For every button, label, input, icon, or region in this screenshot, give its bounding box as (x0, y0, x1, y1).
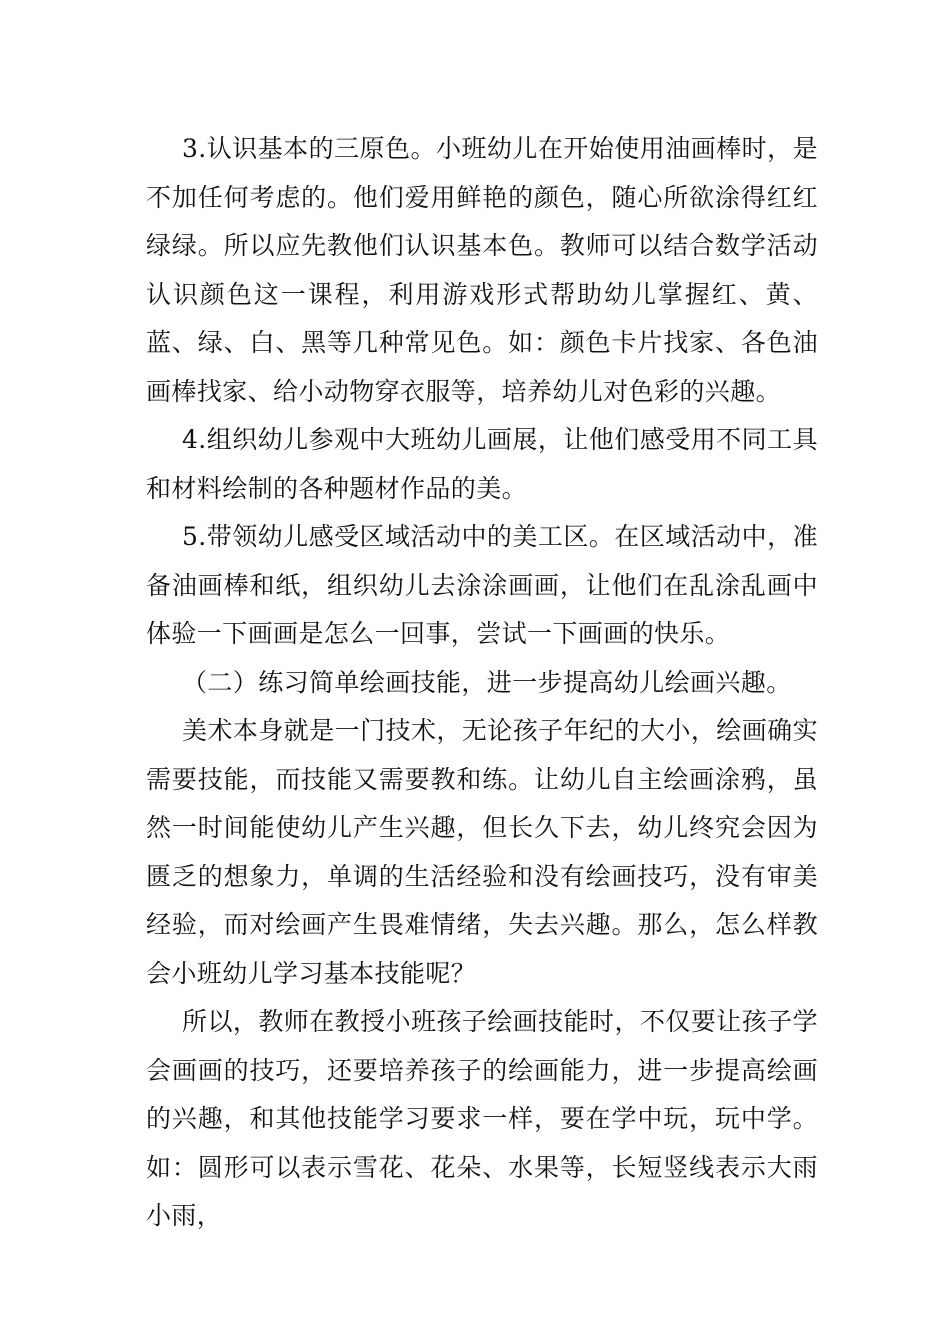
paragraph-art-exhibition: 4.组织幼儿参观中大班幼儿画展，让他们感受用不同工具和材料绘制的各种题材作品的美。 (146, 425, 818, 503)
paragraph-primary-colors: 3.认识基本的三原色。小班幼儿在开始使用油画棒时，是不加任何考虑的。他们爱用鲜艳的颜色，随心所欲涂得红红绿绿。所以应先教他们认识基本色。教师可以结合数学活动认识颜色这一课程，利用游戏形式帮助幼儿掌握红、黄、蓝、绿、白、黑等几种常见色。如：颜色卡片找家、各色油画棒找家、给小动物穿衣服等，培养幼儿对色彩的兴趣。 (146, 134, 818, 406)
paragraph-art-technique: 美术本身就是一门技术，无论孩子年纪的大小，绘画确实需要技能，而技能又需要教和练。让幼儿自主绘画涂鸦，虽然一时间能使幼儿产生兴趣，但长久下去，幼儿终究会因为匮乏的想象力，单调的生活经验和没有绘画技巧，没有审美经验，而对绘画产生畏难情绪，失去兴趣。那么，怎么样教会小班幼儿学习基本技能呢？ (146, 716, 818, 988)
paragraph-art-corner: 5.带领幼儿感受区域活动中的美工区。在区域活动中，准备油画棒和纸，组织幼儿去涂涂画画，让他们在乱涂乱画中体验一下画画是怎么一回事，尝试一下画画的快乐。 (146, 522, 818, 648)
section-heading-drawing-skills: （二）练习简单绘画技能，进一步提高幼儿绘画兴趣。 (182, 667, 792, 697)
paragraph-teaching-skills: 所以，教师在教授小班孩子绘画技能时，不仅要让孩子学会画画的技巧，还要培养孩子的绘画能力，进一步提高绘画的兴趣，和其他技能学习要求一样，要在学中玩，玩中学。如：圆形可以表示雪花、花朵、水果等，长短竖线表示大雨小雨， (146, 1007, 818, 1230)
document-body (146, 125, 818, 1241)
